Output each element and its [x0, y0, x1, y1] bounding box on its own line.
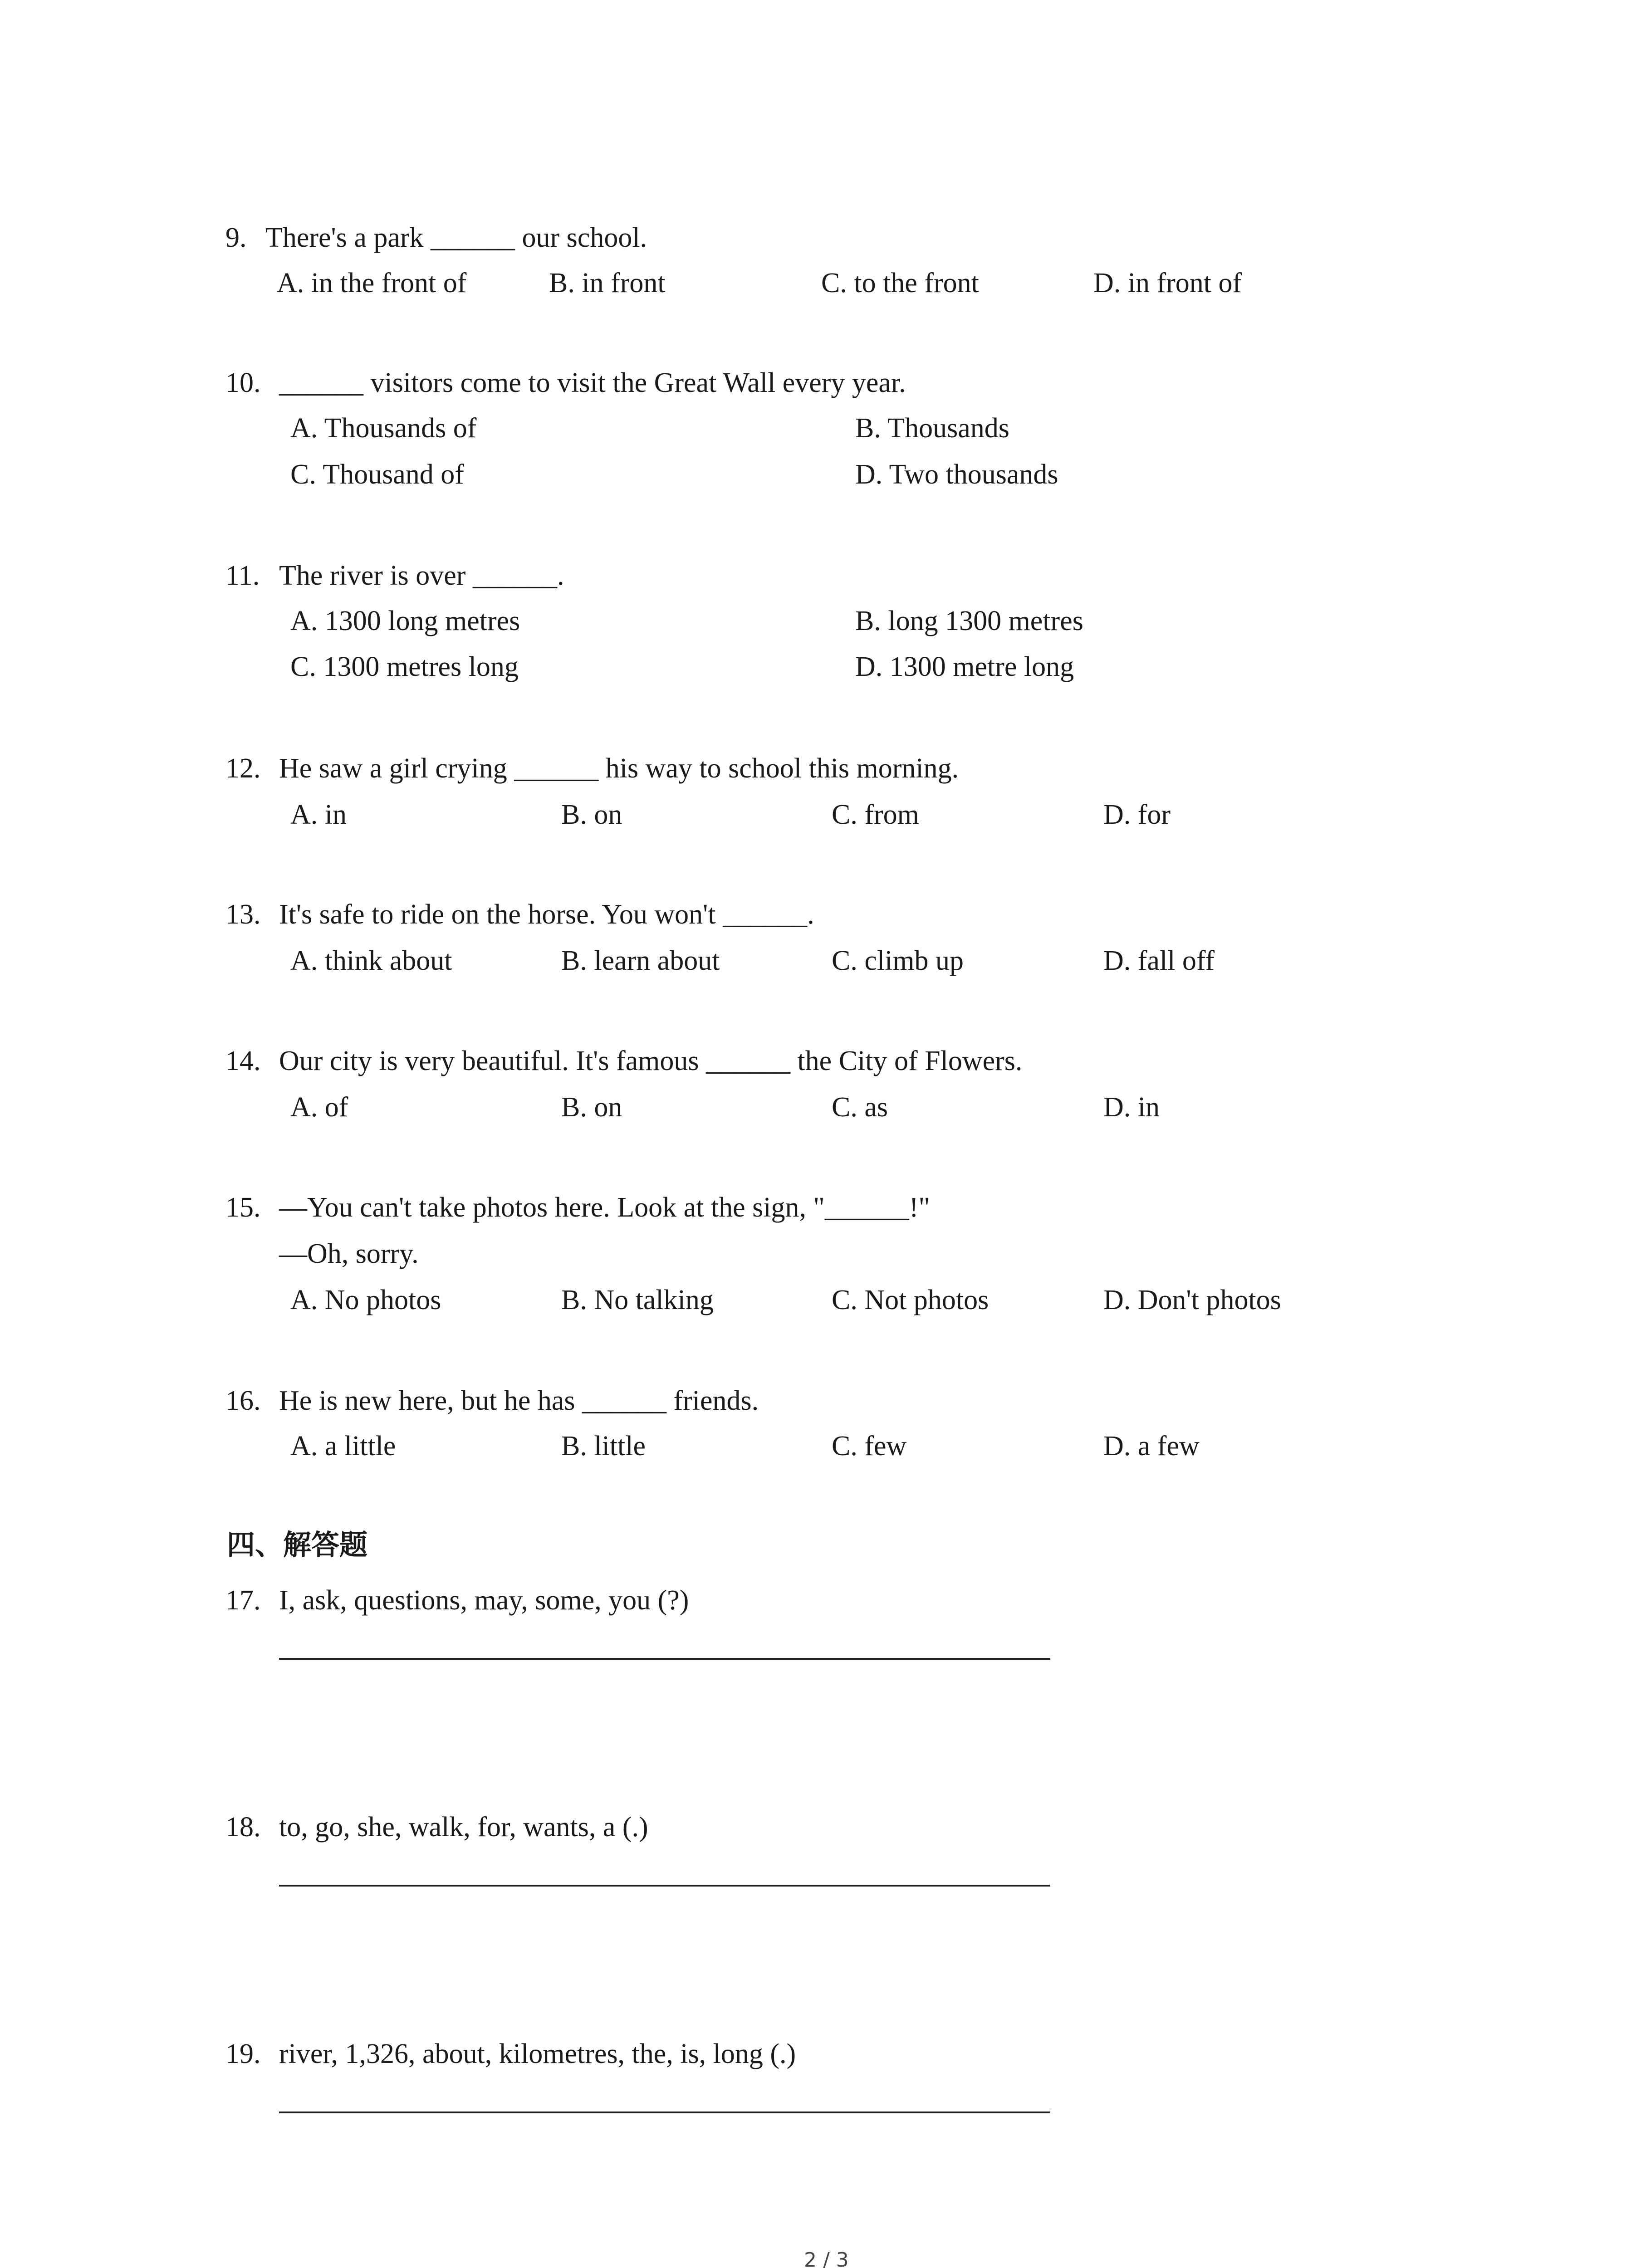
option-c: C. few [832, 1431, 907, 1461]
option-a: A. in the front of [277, 268, 467, 298]
question-stem: I, ask, questions, may, some, you (?) [279, 1585, 689, 1616]
option-d: D. a few [1103, 1431, 1200, 1461]
option-d: D. for [1103, 799, 1171, 830]
page-number: 2 / 3 [804, 2248, 849, 2268]
question-number: 18. [225, 1812, 261, 1843]
question-number: 19. [225, 2038, 261, 2069]
question-stem: to, go, she, walk, for, wants, a (.) [279, 1812, 648, 1843]
option-b: B. on [561, 799, 622, 830]
option-b: B. Thousands [855, 413, 1009, 444]
question-stem: river, 1,326, about, kilometres, the, is, long (.) [279, 2038, 796, 2069]
option-a: A. a little [290, 1431, 396, 1461]
question-number: 15. [225, 1192, 261, 1223]
option-b: B. in front [549, 268, 666, 298]
option-d: D. in front of [1093, 268, 1242, 298]
question-stem: It's safe to ride on the horse. You won't ______. [279, 899, 814, 930]
question-number: 17. [225, 1585, 261, 1616]
question-stem: Our city is very beautiful. It's famous ______ the City of Flowers. [279, 1046, 1023, 1076]
option-b: B. little [561, 1431, 646, 1461]
option-d: D. Don't photos [1103, 1285, 1281, 1315]
option-c: C. Thousand of [290, 459, 464, 490]
option-d: D. in [1103, 1092, 1160, 1123]
option-c: C. as [832, 1092, 888, 1123]
option-a: A. think about [290, 945, 452, 976]
option-a: A. in [290, 799, 347, 830]
question-number: 16. [225, 1385, 261, 1416]
option-c: C. to the front [821, 268, 979, 298]
question-number: 12. [225, 753, 261, 784]
question-stem: He is new here, but he has ______ friends. [279, 1385, 759, 1416]
question-number: 13. [225, 899, 261, 930]
option-c: C. Not photos [832, 1285, 989, 1315]
question-stem: There's a park ______ our school. [265, 222, 647, 253]
option-a: A. No photos [290, 1285, 441, 1315]
option-c: C. from [832, 799, 919, 830]
question-number: 11. [225, 560, 260, 591]
question-number: 9. [225, 222, 247, 253]
section-heading: 四、解答题 [227, 1528, 368, 1561]
question-stem-reply: —Oh, sorry. [279, 1238, 419, 1269]
question-number: 10. [225, 367, 261, 398]
question-number: 14. [225, 1046, 261, 1076]
option-d: D. Two thousands [855, 459, 1058, 490]
answer-line[interactable] [279, 1658, 1050, 1660]
option-c: C. climb up [832, 945, 964, 976]
option-a: A. Thousands of [290, 413, 477, 444]
question-stem: The river is over ______. [279, 560, 564, 591]
option-d: D. 1300 metre long [855, 651, 1074, 682]
option-b: B. No talking [561, 1285, 714, 1315]
option-b: B. learn about [561, 945, 720, 976]
option-c: C. 1300 metres long [290, 651, 519, 682]
option-d: D. fall off [1103, 945, 1215, 976]
question-stem: ______ visitors come to visit the Great Wall every year. [279, 367, 906, 398]
question-stem: —You can't take photos here. Look at the sign, "______!" [279, 1192, 930, 1223]
answer-line[interactable] [279, 2112, 1050, 2113]
question-stem: He saw a girl crying ______ his way to school this morning. [279, 753, 959, 784]
answer-line[interactable] [279, 1885, 1050, 1887]
option-b: B. on [561, 1092, 622, 1123]
option-a: A. 1300 long metres [290, 606, 520, 636]
option-b: B. long 1300 metres [855, 606, 1083, 636]
option-a: A. of [290, 1092, 348, 1123]
